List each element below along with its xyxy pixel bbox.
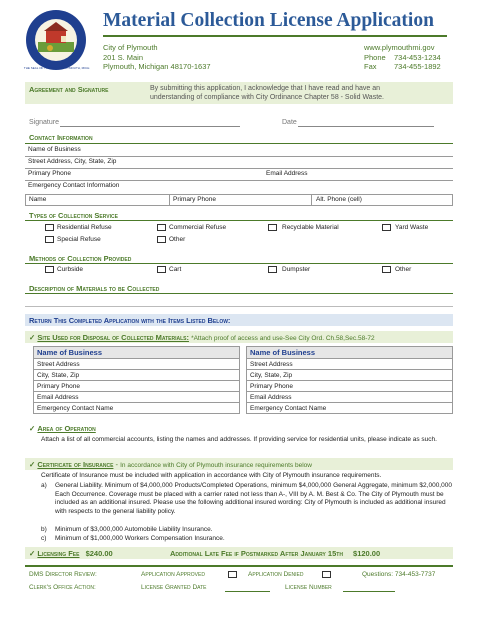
other-method-label: Other [395,266,412,273]
alt-phone-label: Alt. Phone (cell) [316,196,362,203]
item-b-text: Minimum of $3,000,000 Automobile Liability Insurance. [55,526,213,533]
site-street-field[interactable]: Street Address [34,359,240,370]
number-label: License Number [285,584,332,591]
site2-street-field[interactable]: Street Address [247,359,453,370]
late-fee [170,549,380,558]
denied-checkbox[interactable] [322,571,331,578]
dms-label: DMS Director Review: [29,571,97,578]
questions-text: Questions: 734-453-7737 [362,571,436,578]
emergency-label: Emergency Contact Information [28,182,120,189]
emergency-phone-field[interactable] [222,194,312,206]
other-type-label: Other [169,236,186,243]
commercial-refuse-label: Commercial Refuse [169,224,227,231]
yard-waste-label: Yard Waste [395,224,429,231]
denied-label: Application Denied [248,571,304,578]
emergency-name-label: Name [29,196,47,203]
methods-heading: Methods of Collection Provided [29,254,132,263]
area-heading: Area of Operation [37,424,96,433]
other-type-checkbox[interactable] [157,236,166,243]
granted-date-line[interactable] [225,591,270,592]
emergency-phone-label: Primary Phone [173,196,216,203]
insurance-dash: - [115,460,121,469]
primary-phone-label: Primary Phone [28,170,71,177]
primary-phone-field[interactable] [25,170,263,181]
item-a-marker: a) [41,482,47,489]
return-heading: Return This Completed Application with the Items Listed Below: [29,316,231,325]
street-label: Street Address, City, State, Zip [28,158,117,165]
office-rule [25,565,453,567]
alt-phone-field[interactable] [370,194,453,206]
sites-note: *Attach proof of access and use-See City Ord. Ch.58,Sec.58-72 [191,335,375,342]
insurance-item-c [41,535,453,542]
residential-refuse-label: Residential Refuse [57,224,112,231]
types-heading: Types of Collection Service [29,211,118,220]
agreement-heading: Agreement and Signature [29,85,109,94]
area-text: Attach a list of all commercial accounts, listing the names and addresses. If providing service for residential units, please indicate as such. [41,436,437,443]
checkmark-icon: ✓ [29,549,36,558]
dumpster-checkbox[interactable] [268,266,277,273]
insurance-item-b [41,526,453,533]
license-fee [29,549,113,558]
insurance-intro: Certificate of Insurance must be included with application in accordance with City of Plymouth insurance requirements. [41,472,382,479]
insurance-note: In accordance with City of Plymouth insurance requirements below [120,462,312,469]
types-rule [25,220,453,221]
sites-heading: Site Used for Disposal of Collected Materials: [37,333,189,342]
dumpster-label: Dumpster [282,266,311,273]
date-line[interactable] [298,126,434,127]
emergency-name-field[interactable] [47,194,170,206]
late-fee-label: Additional Late Fee if Postmarked After January 15th [170,549,343,558]
description-heading: Description of Materials to be Collected [29,284,160,293]
signature-line[interactable] [60,126,240,127]
late-fee-amount: $120.00 [353,549,381,558]
sites-header [29,333,375,342]
description-line[interactable] [25,306,453,307]
city-contact [364,43,441,72]
item-c-marker: c) [41,535,47,542]
emergency-label-row [25,182,453,193]
special-refuse-checkbox[interactable] [45,236,54,243]
area-header [29,424,96,433]
phone-value: 734-453-1234 [394,52,441,62]
title-rule [103,35,447,37]
agreement-text: By submitting this application, I acknowledge that I have read and have an understanding of compliance with City Ordinance Chapter 58 - Solid Waste. [150,85,384,101]
seal-text: THE SEAL OF THE CITY OF PLYMOUTH, MICH. [23,66,91,70]
clerk-label: Clerk's Office Action: [29,584,96,591]
page-title: Material Collection License Application [103,10,434,31]
methods-rule [25,263,453,264]
city-seal [16,8,96,72]
site2-email-field[interactable]: Email Address [247,392,453,403]
city-name: City of Plymouth [103,43,158,52]
site2-phone-field[interactable]: Primary Phone [247,381,453,392]
yard-waste-checkbox[interactable] [382,224,391,231]
recyclable-material-label: Recyclable Material [282,224,339,231]
checkmark-icon: ✓ [29,333,36,342]
item-b-marker: b) [41,526,47,533]
item-c-text: Minimum of $1,000,000 Workers Compensation Insurance. [55,535,225,542]
city-street: 201 S. Main [103,52,144,62]
name-business-label: Name of Business [28,146,81,153]
sites-table-right [246,346,453,414]
other-method-checkbox[interactable] [382,266,391,273]
email-field[interactable] [263,170,453,181]
checkmark-icon: ✓ [29,460,36,469]
site2-city-field[interactable]: City, State, Zip [247,370,453,381]
curbside-label: Curbside [57,266,84,273]
site-phone-field[interactable]: Primary Phone [34,381,240,392]
granted-label: License Granted Date [141,584,207,591]
insurance-heading: Certificate of Insurance [37,460,114,469]
website-link[interactable]: www.plymouthmi.gov [364,43,435,52]
street-field[interactable] [25,158,453,169]
site-emergency-field[interactable]: Emergency Contact Name [34,403,240,414]
license-fee-label: Licensing Fee [37,549,80,558]
checkmark-icon: ✓ [29,424,36,433]
approved-label: Application Approved [141,571,205,578]
sites-col-header-2: Name of Business [247,347,453,359]
insurance-item-a [41,482,453,516]
approved-checkbox[interactable] [228,571,237,578]
signature-label: Signature [29,119,59,126]
recyclable-material-checkbox[interactable] [268,224,277,231]
name-business-field[interactable] [25,146,453,157]
cart-checkbox[interactable] [157,266,166,273]
phone-label: Phone [364,52,386,62]
license-fee-amount: $240.00 [85,549,113,558]
fax-value: 734-455-1892 [394,62,441,71]
residential-refuse-checkbox[interactable] [45,224,54,231]
site2-emergency-field[interactable]: Emergency Contact Name [247,403,453,414]
date-label: Date [282,119,297,126]
sites-table-left [33,346,240,414]
commercial-refuse-checkbox[interactable] [157,224,166,231]
email-label: Email Address [266,170,308,177]
cart-label: Cart [169,266,182,273]
item-a-text: General Liability. Minimum of $4,000,000 Products/Completed Operations, minimum $4,000,000 General Aggregate, minimum $2,000,000 Each Occurrence. Coverage must be placed with a carrier rated not less than A-, VIII by A. M. Best & Co. The City of Plymouth must be included as an additional insured. Please use the following additional insured wording: City of Plymouth is included as additional insured with respects to the general liability policy. [55,482,452,515]
city-address [103,43,211,72]
description-rule [25,293,453,294]
curbside-checkbox[interactable] [45,266,54,273]
special-refuse-label: Special Refuse [57,236,101,243]
sites-col-header: Name of Business [34,347,240,359]
site-city-field[interactable]: City, State, Zip [34,370,240,381]
fax-label: Fax [364,62,377,71]
contact-rule [25,143,453,144]
contact-heading: Contact Information [29,133,93,142]
site-email-field[interactable]: Email Address [34,392,240,403]
city-zip: Plymouth, Michigan 48170-1637 [103,62,211,71]
license-number-line[interactable] [343,591,395,592]
insurance-header [29,460,312,469]
